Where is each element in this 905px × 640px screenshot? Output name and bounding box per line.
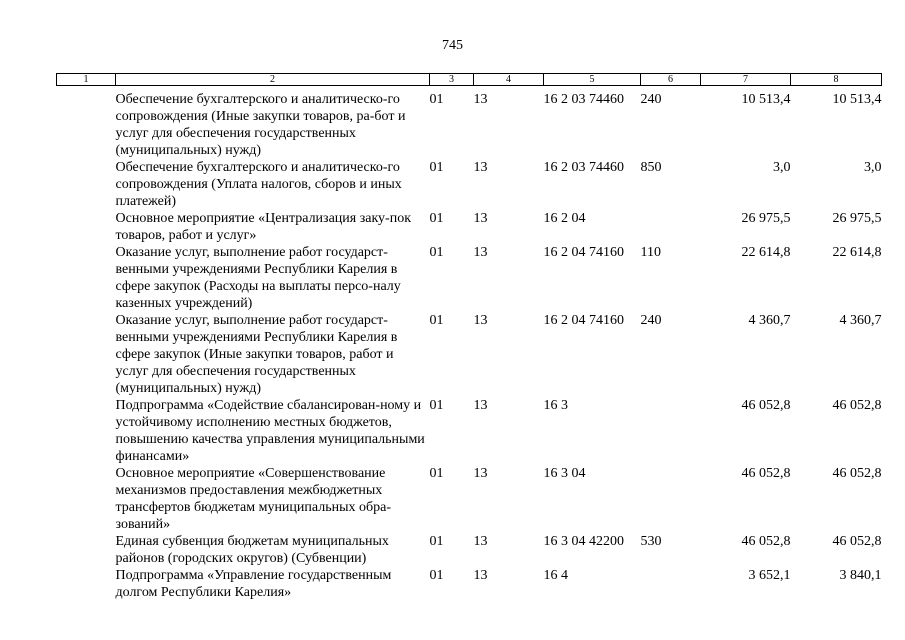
row-target-article-cell: 16 2 03 74460 (543, 160, 624, 175)
row-index-cell (57, 567, 116, 601)
row-amount-cell: 46 052,8 (741, 534, 791, 549)
row-amount-cell: 4 360,7 (748, 313, 791, 328)
column-header-8: 8 (791, 74, 882, 86)
table-row (57, 86, 882, 160)
row-index-cell (57, 210, 116, 244)
row-section-cell: 01 (429, 534, 444, 549)
budget-table (56, 73, 882, 601)
row-amount-cell: 46 052,8 (832, 466, 882, 481)
column-header-2: 2 (116, 74, 430, 86)
table-row (57, 312, 882, 397)
row-index-cell (57, 397, 116, 465)
row-index-cell (57, 86, 116, 160)
row-target-article-cell: 16 4 (543, 568, 568, 583)
row-amount-cell: 46 052,8 (832, 398, 882, 413)
row-name-cell: Единая субвенция бюджетам муниципальных районов (городских округов) (Субвенции) (115, 534, 389, 566)
table-row (57, 159, 882, 210)
row-amount-cell: 10 513,4 (741, 92, 791, 107)
row-amount-cell: 3,0 (773, 160, 791, 175)
page-number: 745 (442, 38, 463, 53)
row-target-article-cell: 16 3 04 (543, 466, 586, 481)
row-name-cell: Основное мероприятие «Совершенствование механизмов предоставления межбюджетных трансфертов бюджетам муниципальных обра-зований» (115, 466, 392, 532)
table-row (57, 465, 882, 533)
row-subsection-cell: 13 (473, 245, 488, 260)
row-target-article-cell: 16 2 04 74160 (543, 313, 624, 328)
row-name-cell: Обеспечение бухгалтерского и аналитическо-го сопровождения (Иные закупки товаров, ра-бот и услуг для обеспечения государственных (муниципальных) нужд) (115, 92, 406, 158)
row-subsection-cell: 13 (473, 211, 488, 226)
row-section-cell: 01 (429, 92, 444, 107)
row-index-cell (57, 159, 116, 210)
row-subsection-cell: 13 (473, 534, 488, 549)
column-number-header-row (57, 74, 882, 86)
row-expense-type-cell (641, 397, 701, 465)
row-name-cell: Оказание услуг, выполнение работ государст-венными учреждениями Республики Карелия в сфере закупок (Иные закупки товаров, работ и услуг для обеспечения государственных (муниципальных) нужд) (115, 313, 398, 396)
table-row (57, 533, 882, 567)
row-section-cell: 01 (429, 313, 444, 328)
table-row (57, 397, 882, 465)
row-expense-type-cell: 110 (640, 245, 661, 260)
row-amount-cell: 4 360,7 (839, 313, 882, 328)
row-expense-type-cell (641, 465, 701, 533)
table-row (57, 210, 882, 244)
row-index-cell (57, 312, 116, 397)
row-name-cell: Подпрограмма «Содействие сбалансирован-ному и устойчивому исполнению местных бюджетов, повышению качества управления муниципальными финансами» (115, 398, 425, 464)
column-header-4: 4 (474, 74, 544, 86)
row-amount-cell: 22 614,8 (741, 245, 791, 260)
row-section-cell: 01 (429, 211, 444, 226)
row-subsection-cell: 13 (473, 568, 488, 583)
column-header-6: 6 (641, 74, 701, 86)
row-target-article-cell: 16 2 03 74460 (543, 92, 624, 107)
row-amount-cell: 3 652,1 (748, 568, 791, 583)
row-index-cell (57, 244, 116, 312)
column-header-1: 1 (57, 74, 116, 86)
row-name-cell: Обеспечение бухгалтерского и аналитическо-го сопровождения (Уплата налогов, сборов и иных платежей) (115, 160, 402, 209)
row-amount-cell: 22 614,8 (832, 245, 882, 260)
row-section-cell: 01 (429, 398, 444, 413)
row-expense-type-cell: 850 (640, 160, 662, 175)
row-section-cell: 01 (429, 568, 444, 583)
row-amount-cell: 10 513,4 (832, 92, 882, 107)
row-section-cell: 01 (429, 245, 444, 260)
row-target-article-cell: 16 3 (543, 398, 568, 413)
row-expense-type-cell: 240 (640, 313, 662, 328)
row-expense-type-cell: 530 (640, 534, 662, 549)
row-expense-type-cell: 240 (640, 92, 662, 107)
row-section-cell: 01 (429, 160, 444, 175)
row-expense-type-cell (641, 567, 701, 601)
row-name-cell: Основное мероприятие «Централизация заку-пок товаров, работ и услуг» (115, 211, 412, 243)
row-amount-cell: 46 052,8 (741, 466, 791, 481)
row-amount-cell: 3,0 (864, 160, 882, 175)
row-subsection-cell: 13 (473, 160, 488, 175)
row-amount-cell: 46 052,8 (832, 534, 882, 549)
row-section-cell: 01 (429, 466, 444, 481)
row-amount-cell: 46 052,8 (741, 398, 791, 413)
row-index-cell (57, 533, 116, 567)
table-row (57, 567, 882, 601)
row-subsection-cell: 13 (473, 466, 488, 481)
row-expense-type-cell (641, 210, 701, 244)
row-subsection-cell: 13 (473, 92, 488, 107)
row-name-cell: Подпрограмма «Управление государственным долгом Республики Карелия» (115, 568, 392, 600)
row-target-article-cell: 16 2 04 74160 (543, 245, 624, 260)
row-target-article-cell: 16 2 04 (543, 211, 586, 226)
row-name-cell: Оказание услуг, выполнение работ государст-венными учреждениями Республики Карелия в сфере закупок (Расходы на выплаты персо-налу казенных учреждений) (115, 245, 401, 311)
column-header-5: 5 (544, 74, 641, 86)
row-subsection-cell: 13 (473, 313, 488, 328)
column-header-3: 3 (430, 74, 474, 86)
row-amount-cell: 26 975,5 (741, 211, 791, 226)
row-amount-cell: 26 975,5 (832, 211, 882, 226)
row-index-cell (57, 465, 116, 533)
row-subsection-cell: 13 (473, 398, 488, 413)
table-row (57, 244, 882, 312)
row-target-article-cell: 16 3 04 42200 (543, 534, 624, 549)
row-amount-cell: 3 840,1 (839, 568, 882, 583)
column-header-7: 7 (701, 74, 791, 86)
